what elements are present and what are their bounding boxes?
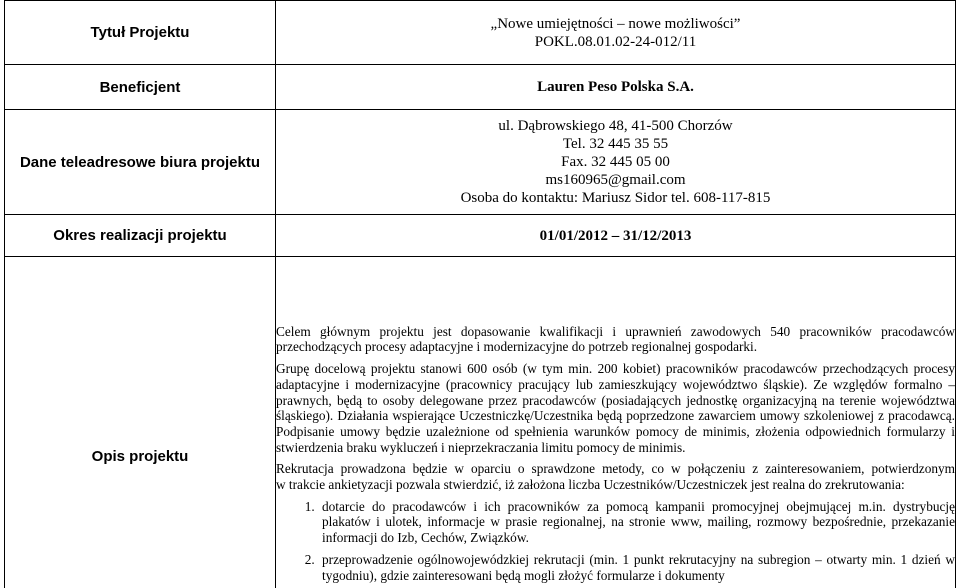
recruitment-line: w trakcie ankietyzacji pozwala stwierdzić, iż założona liczba Uczestników/Uczestniczek jest realna do zrekrutowania:: [276, 477, 905, 493]
contact-fax: Fax. 32 445 05 00: [561, 154, 670, 170]
list-item: 1. dotarcie do pracodawców i ich pracowników za pomocą kampanii promocyjnej obejmującej m.in. dystrybucję plakatów i ulotek, informacje w prasie regionalnej, na stronie www, mailing, rozmowy bezpośrednie, przekazanie informacji do Izb, Cechów, Związków.: [318, 499, 955, 546]
row-description: [5, 257, 956, 588]
period-value: 01/01/2012 – 31/12/2013: [276, 215, 956, 257]
beneficiary-value: Lauren Peso Polska S.A.: [276, 65, 956, 110]
row-contact: [5, 110, 956, 215]
description-paragraph: Celem głównym projektu jest dopasowanie kwalifikacji i uprawnień zawodowych 540 pracowników pracodawców przechodzących procesy adaptacyjne i modernizacyjne do potrzeb regionalnej gospodarki.: [276, 323, 955, 355]
project-code: POKL.08.01.02-24-012/11: [534, 33, 697, 50]
row-beneficiary: [5, 65, 956, 110]
description-paragraph: Grupę docelową projektu stanowi 600 osób (w tym min. 200 kobiet) pracowników pracodawców przechodzących procesy adaptacyjne i modernizacyjne (pracownicy pracujący lub zamieszkujący województwo śląskie). Ze względów formalno – prawnych, będą to osoby delegowane przez pracodawców (posiadających jednostkę organizacyjną na terenie województwa śląskiego). Działania wspierające Uczestniczkę/Uczestnika będą poprzedzone zawarciem umowy szkoleniowej z pracodawcą. Podpisanie umowy będzie uzależnione od spełnienia warunków pomocy de minimis, złożenia odpowiednich formularzy i stwierdzenia braku wykluczeń i nieprzekraczania limitu pomocy de minimis.: [276, 361, 955, 455]
contact-label: Dane teleadresowe biura projektu: [5, 110, 276, 215]
description-label: Opis projektu: [5, 257, 276, 588]
row-period: [5, 215, 956, 257]
recruitment-paragraph: [276, 461, 955, 492]
list-item: 2. przeprowadzenie ogólnowojewódzkiej rekrutacji (min. 1 punkt rekrutacyjny na subregion – otwarty min. 1 dzień w tygodniu), gdzie zainteresowani będą mogli złożyć formularze i dokumenty: [318, 552, 955, 583]
contact-value: [276, 110, 956, 215]
project-name: „Nowe umiejętności – nowe możliwości”: [490, 15, 741, 32]
contact-phone: Tel. 32 445 35 55: [562, 136, 669, 152]
project-info-table: [4, 0, 956, 588]
title-value: [276, 1, 956, 65]
recruitment-steps-list: [276, 499, 955, 584]
period-label: Okres realizacji projektu: [5, 215, 276, 257]
contact-person: Osoba do kontaktu: Mariusz Sidor tel. 608-117-815: [460, 190, 771, 206]
contact-email: ms160965@gmail.com: [545, 172, 686, 188]
title-label: Tytuł Projektu: [5, 1, 276, 65]
row-title: [5, 1, 956, 65]
contact-address: ul. Dąbrowskiego 48, 41-500 Chorzów: [498, 118, 733, 134]
description-value: [276, 257, 956, 588]
beneficiary-label: Beneficjent: [5, 65, 276, 110]
recruitment-line: Rekrutacja prowadzona będzie w oparciu o sprawdzone metody, co w połączeniu z zainteresowaniem, potwierdzonym: [276, 461, 955, 477]
